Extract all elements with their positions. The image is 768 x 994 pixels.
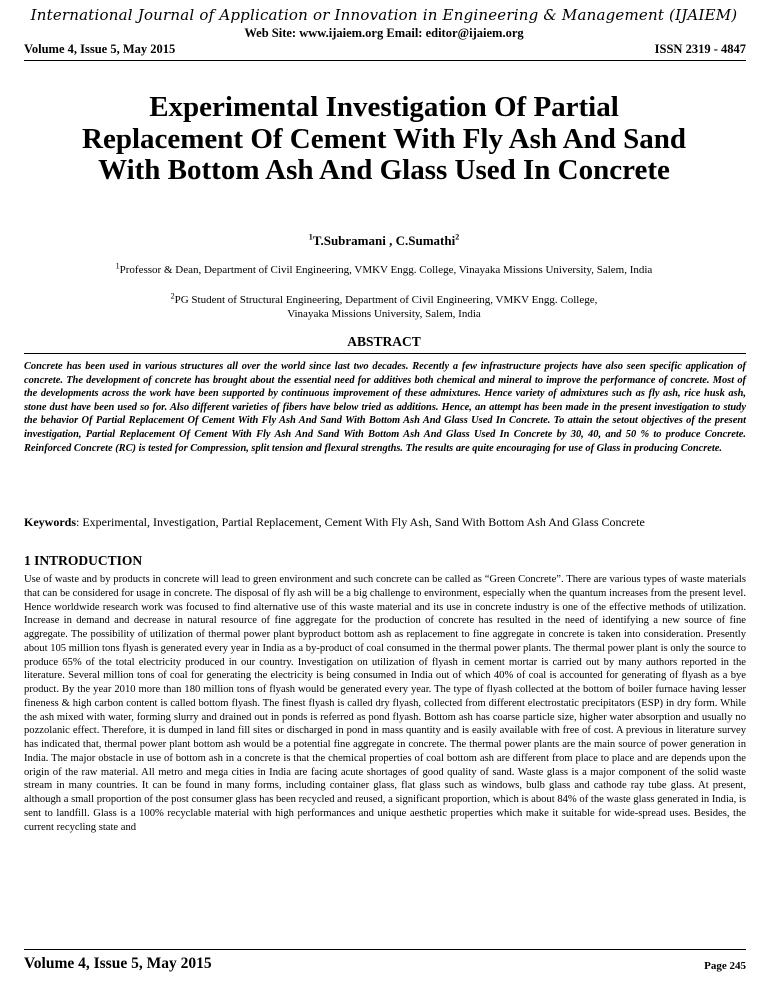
affiliation-2-text: PG Student of Structural Engineering, Department of Civil Engineering, VMKV Engg. College, Vinayaka Missions University, Salem, India <box>174 294 598 320</box>
journal-website: Web Site: www.ijaiem.org Email: editor@ijaiem.org <box>244 26 524 40</box>
keywords <box>24 515 746 530</box>
affiliation-1-text: Professor & Dean, Department of Civil Engineering, VMKV Engg. College, Vinayaka Missions University, Salem, India <box>119 264 653 276</box>
affiliation-1 <box>0 261 768 276</box>
keywords-text: : Experimental, Investigation, Partial Replacement, Cement With Fly Ash, Sand With Bottom Ash And Glass Concrete <box>76 515 645 529</box>
affiliation-2 <box>150 293 618 321</box>
introduction-text: Use of waste and by products in concrete will lead to green environment and such concrete can be called as “Green Concrete”. There are various types of waste materials that can be considered for usage in concrete. The disposal of fly ash will be a big challenge to environment, especially when the quantum increases from the present level. Hence worldwide research work was focused to find alternative use of this waste material and its use in concrete industry is one of the effective methods of utilization. Increase in demand and decrease in natural resource of fine aggregate for the production of concrete has resulted in the need of identifying a new source of fine aggregate. The possibility of utilization of thermal power plant byproduct bottom ash as replacement to fine aggregate in concrete is taken into consideration. Presently about 105 million tons flyash is generated every year in India as a by-product of coal consumed in the thermal power plants. The thermal power plant is only the source to produce 65% of the total electricity produced in our country. Investigation on utilization of flyash in cement mortar is carried out by many authors reported in the literature. Several million tons of coal for generating the electricity is being consumed in India out of which 40% of coal is accounted for generating of flyash as a bye product. By the year 2010 more than 180 million tons of flyash would be generated every year. The type of flyash collected at the bottom of boiler furnace having lesser fineness & high carbon content is called bottom flyash. The finest flyash is called dry flyash, collected from different electrostatic precipitators (ESP) in dry form. While the ash mixed with water, forming slurry and drained out in ponds is referred as pond flyash. Bottom ash has coarse particle size, higher water absorption and usually no pozzolanic effect. Therefore, it is dumped in land fill sites or discharged in pond in mass quantity and is easily available with free of cost. A previous in literature survey has indicated that, thermal power plant bottom ash would be a potential fine aggregate in concrete. The thermal power plants are the main source of power generation in India. The major obstacle in use of bottom ash in a concrete is that the chemical properties of coal bottom ash are different from place to place and are depends upon the origin of the raw material. All metro and mega cities in India are facing acute shortages of good quality of sand. Waste glass is a major component of the solid waste stream in many countries. It can be found in many forms, including container glass, flat glass such as windows, bulb glass and cathode ray tube glass. At present, although a small proportion of the post consumer glass has been recycled and reused, a significant proportion, which is about 84% of the waste glass generated in India, is sent to landfill. Glass is a 100% recyclable material with high performances and unique aesthetic properties which make it suitable for wide-spread uses. Besides, the current recycling state and <box>24 574 746 833</box>
footer-volume: Volume 4, Issue 5, May 2015 <box>24 955 212 972</box>
author-2: C.Sumathi <box>395 233 456 248</box>
abstract-divider <box>24 353 746 354</box>
author-1: T.Subramani , <box>312 233 396 248</box>
journal-title: International Journal of Application or Innovation in Engineering & Management (IJAIEM) <box>30 6 738 24</box>
author1-superscript: 1 <box>308 232 313 242</box>
header-divider <box>24 60 746 61</box>
abstract-text: Concrete has been used in various structures all over the world since last two decades. Recently a few infrastructure projects have also seen specific application of concrete. The development of concrete has brought about the essential need for additives both chemical and mineral to improve the performance of concrete. Most of the developments across the work have been supported by continuous improvement of these admixtures. Hence variety of admixtures such as fly ash, rice husk ash, stone dust have been used so for. Also different varieties of fibers have below tried as additions. Hence, an attempt has been made in the present investigation to study the behavior Of Partial Replacement Of Cement With Fly Ash And Sand With Bottom Ash And Glass Used In Concrete. To attain the setout objectives of the present investigation, Partial Replacement Of Cement With Fly Ash And Sand With Bottom Ash And Glass Used In Concrete by 30, 40, and 50 % to produce Concrete. Reinforced Concrete (RC) is tested for Compression, split tension and flexural strengths. The results are quite encouraging for use of Glass in producing Concrete. <box>24 361 746 454</box>
header-volume: Volume 4, Issue 5, May 2015 <box>24 42 176 56</box>
paper-title: Experimental Investigation Of Partial Replacement Of Cement With Fly Ash And Sand With Bottom Ash And Glass Used In Concrete <box>82 91 686 186</box>
header-issn: ISSN 2319 - 4847 <box>654 42 746 56</box>
keywords-label: Keywords <box>24 515 76 529</box>
introduction-heading: 1 INTRODUCTION <box>24 553 143 568</box>
affiliation-1-superscript: 1 <box>115 261 120 271</box>
author2-superscript: 2 <box>455 232 460 242</box>
abstract-heading: ABSTRACT <box>347 334 421 349</box>
author-line <box>0 233 768 249</box>
footer-divider <box>24 949 746 950</box>
affiliation-2-superscript: 2 <box>170 291 175 301</box>
page-number: Page 245 <box>704 960 746 972</box>
